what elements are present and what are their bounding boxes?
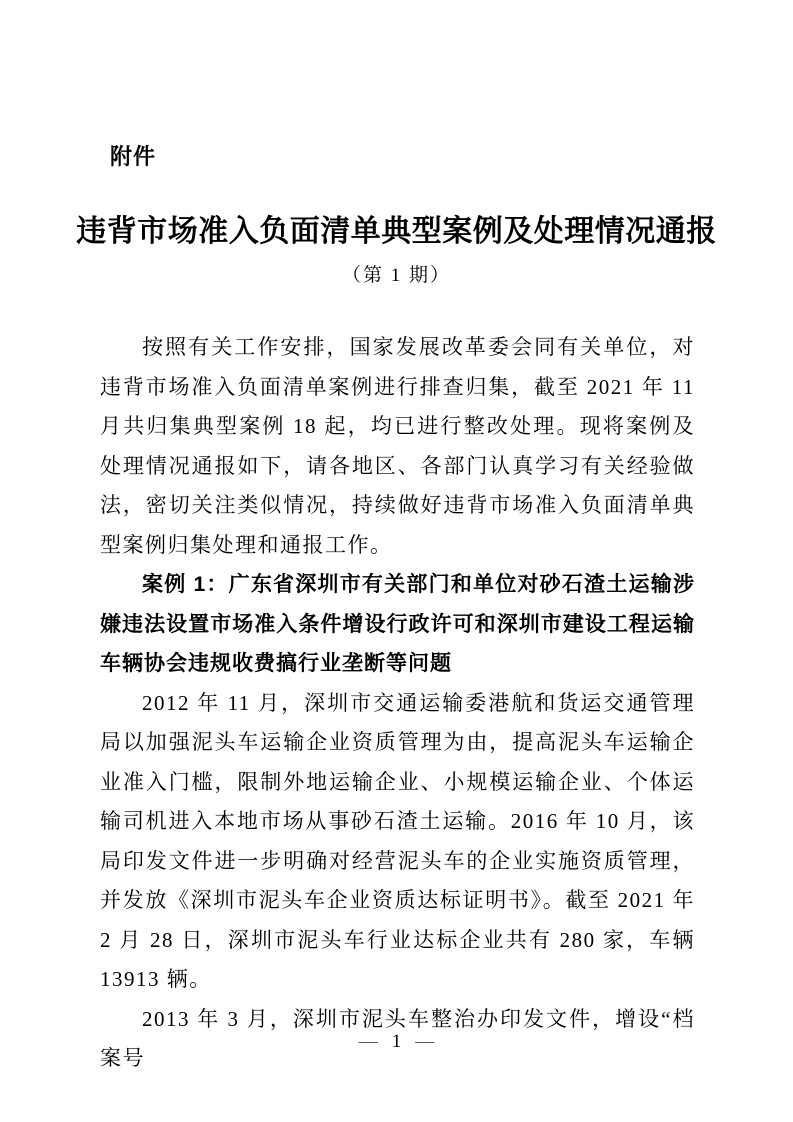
footer-dash-left: —: [358, 1031, 378, 1052]
paragraph-case-1-detail-continued: 2013 年 3 月，深圳市泥头车整治办印发文件，增设“档案号: [100, 1006, 695, 1070]
page-footer: [0, 1031, 793, 1053]
paragraph-case-1-detail: 2012 年 11 月，深圳市交通运输委港航和货运交通管理局以加强泥头车运输企业资质管理为由，提高泥头车运输企业准入门槛，限制外地运输企业、小规模运输企业、个体运输司机进入本地市场从事砂石渣土运输。2016 年 10 月，该局印发文件进一步明确对经营泥头车的企业实施资质管理，并发放《深圳市泥头车企业资质达标证明书》。截至 2021 年 2 月 28 日，深圳市泥头车行业达标企业共有 280 家，车辆 13913 辆。: [100, 690, 695, 991]
case-1-heading: 案例 1：广东省深圳市有关部门和单位对砂石渣土运输涉嫌违法设置市场准入条件增设行政许可和深圳市建设工程运输车辆协会违规收费搞行业垄断等问题: [100, 573, 695, 675]
document-body: [100, 328, 695, 1079]
document-title: 违背市场准入负面清单典型案例及处理情况通报: [76, 215, 717, 248]
attachment-label: 附件: [110, 144, 157, 169]
paragraph-intro: 按照有关工作安排，国家发展改革委会同有关单位，对违背市场准入负面清单案例进行排查归集，截至 2021 年 11 月共归集典型案例 18 起，均已进行整改处理。现将案例及处理情况通报如下，请各地区、各部门认真学习有关经验做法，密切关注类似情况，持续做好违背市场准入负面清单典型案例归集处理和通报工作。: [100, 335, 695, 557]
footer-dash-right: —: [415, 1031, 435, 1052]
page-number: 1: [391, 1031, 402, 1052]
issue-number-label: （第 1 期）: [341, 265, 451, 286]
